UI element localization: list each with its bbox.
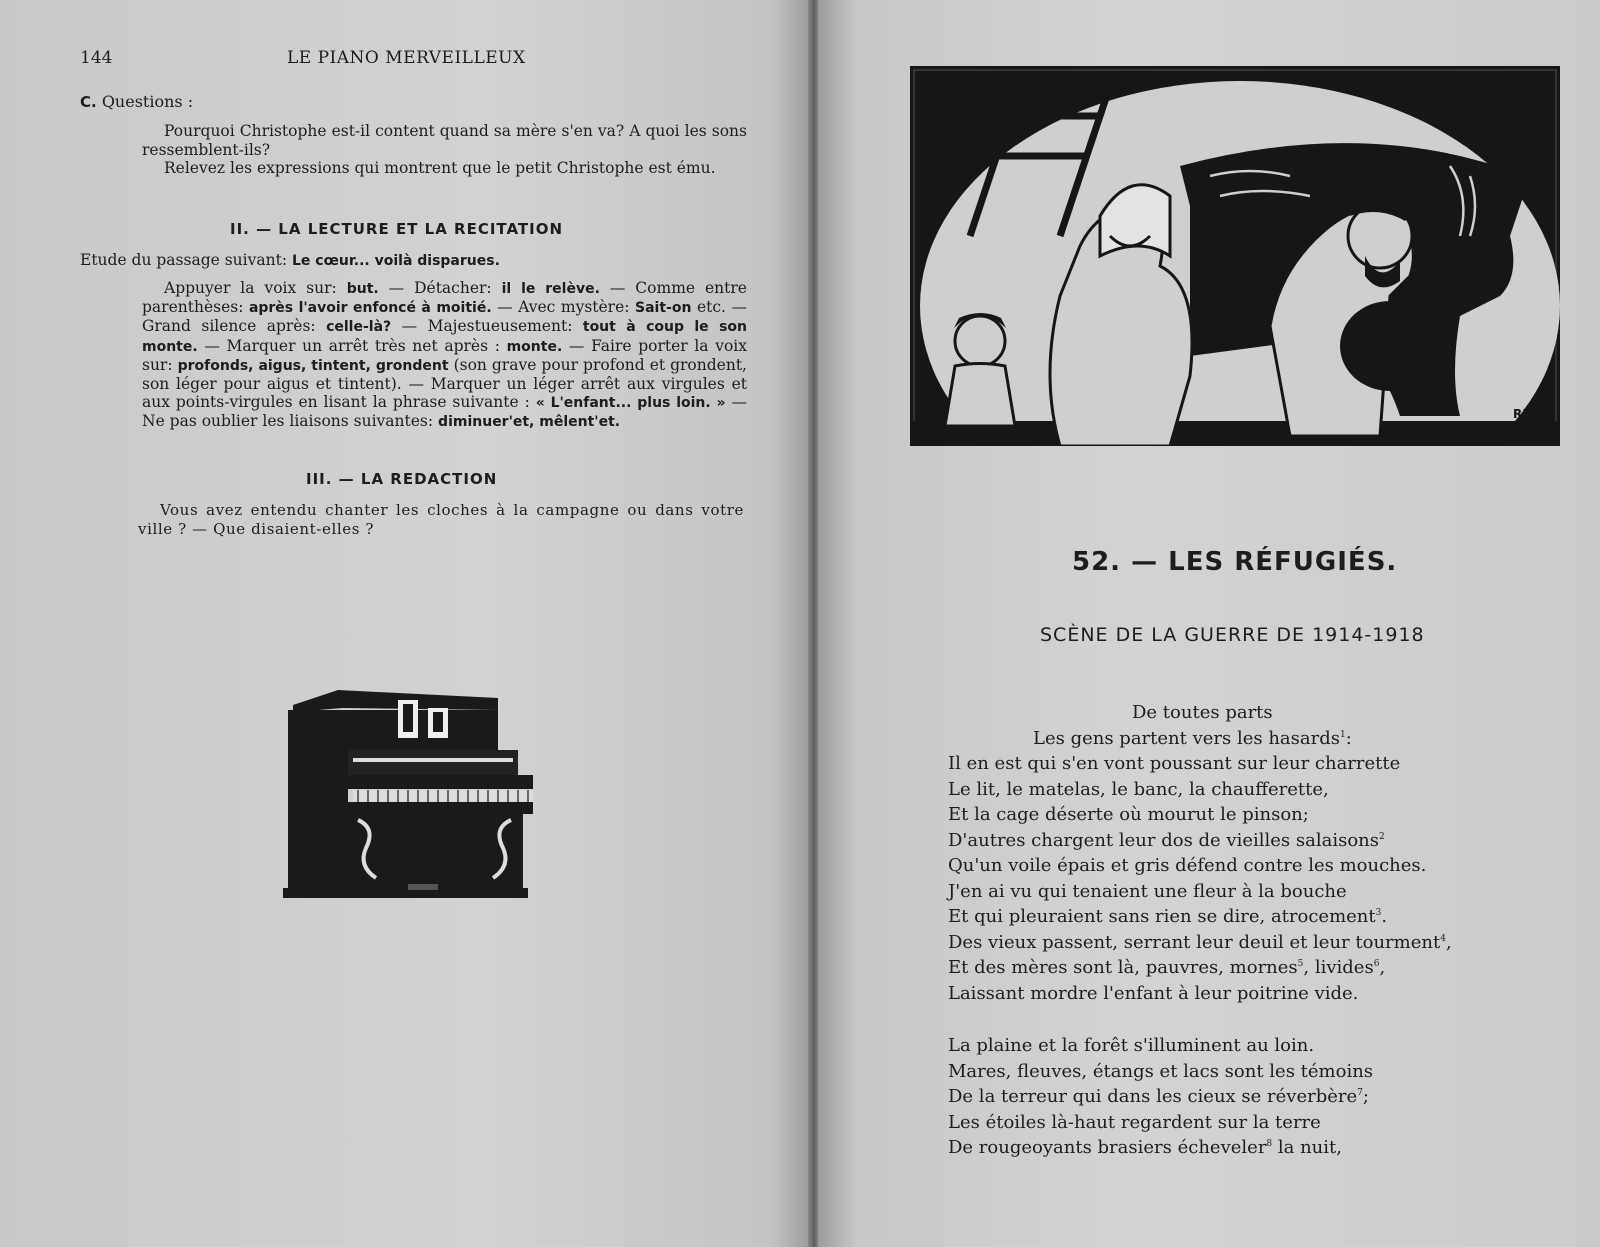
poem-line: Et des mères sont là, pauvres, mornes$^5$, livides$^6$, [948,957,1386,978]
footnote-marker: 3 [1375,908,1382,918]
stanza-break [948,1006,1452,1033]
s2-bold-8: profonds, aigus, tintent, grondent [177,357,449,374]
right-page [818,0,1600,1247]
chapter-subtitle: SCÈNE DE LA GUERRE DE 1914-1918 [1040,624,1425,646]
s2-bold-1: but. [346,281,379,297]
poem [948,700,1452,1161]
s2-text-2: — Détacher: [388,279,492,297]
poem-line: Il en est qui s'en vont poussant sur leur charrette [948,753,1401,774]
question-2: Relevez les expressions qui montrent que le petit Christophe est ému. [164,159,716,177]
poem-line: Et la cage déserte où mourut le pinson; [948,804,1309,825]
poem-line: Mares, fleuves, étangs et lacs sont les témoins [948,1060,1374,1082]
section3-text: Vous avez entendu chanter les cloches à la campagne ou dans votre ville ? — Que disaient-elles ? [138,501,744,538]
footnote-marker: 6 [1373,959,1380,969]
poem-line: Les gens partent vers les hasards$^1$: [1033,727,1352,749]
poem-line: Des vieux passent, serrant leur deuil et leur tourment$^4$, [948,931,1452,953]
s2-text-8: — Faire porter la voix sur: [142,336,747,374]
s2-bold-7: monte. [506,338,563,355]
question-1: Pourquoi Christophe est-il content quand sa mère s'en va? A quoi les sons ressemblent-ils? [142,122,747,159]
s2-bold-5: celle-là? [326,319,392,336]
s2-text-1: Appuyer la voix sur: [164,279,337,297]
poem-line: Le lit, le matelas, le banc, la chaufferette, [948,778,1329,800]
footnote-marker: 1 [1340,729,1346,740]
s2-text-9: (son grave pour profond et grondent, son léger pour aigus et tintent). — Marquer un léger arrêt aux virgules et aux points-virgules en lisant la phrase suivante : [142,355,747,412]
s2-bold-10: diminuer'et, mêlent'et. [438,414,621,431]
section2-body [142,279,747,432]
s2-bold-3: après l'avoir enfoncé à moitié. [248,300,492,317]
questions-title: Questions : [101,92,194,111]
s2-bold-4: Sait-on [635,300,692,317]
illustration-signature: RB [1513,407,1532,421]
s2-text-10: — Ne pas oublier les liaisons suivantes: [142,393,747,431]
footnote-marker: 8 [1266,1139,1273,1149]
section2-intro [80,251,500,269]
footnote-marker: 5 [1297,959,1304,969]
s2-bold-2: il le relève. [501,281,600,297]
s2-text-6: — Majestueusement: [401,317,573,336]
footnote-marker: 7 [1357,1088,1363,1098]
poem-line: De rougeoyants brasiers écheveler$^8$ la nuit, [948,1137,1342,1158]
section3-title: III. — LA REDACTION [306,470,498,488]
section2-intro-text: Etude du passage suivant: [80,251,288,269]
poem-line: Et qui pleuraient sans rien se dire, atrocement$^3$. [948,906,1388,927]
questions-text [142,122,747,178]
poem-line: La plaine et la forêt s'illuminent au loin. [948,1035,1315,1056]
poem-line: De toutes parts [1132,702,1273,723]
footnote-marker: 4 [1440,933,1446,944]
s2-text-4: — Avec mystère: [497,298,630,317]
s2-bold-6: tout à coup le son monte. [142,319,747,355]
page-number: 144 [80,48,113,68]
s2-text-5: etc. — Grand silence après: [142,298,747,336]
running-head: LE PIANO MERVEILLEUX [287,48,526,68]
s2-text-7: — Marquer un arrêt très net après : [204,336,500,355]
piano-illustration [283,690,543,915]
refugees-illustration [910,66,1560,446]
poem-line: Qu'un voile épais et gris défend contre les mouches. [948,855,1427,876]
poem-line: Les étoiles là-haut regardent sur la terre [948,1111,1321,1133]
chapter-title: 52. — LES RÉFUGIÉS. [1072,547,1398,577]
footnote-marker: 2 [1379,831,1385,842]
section2-title: II. — LA LECTURE ET LA RECITATION [230,220,564,238]
poem-line: J'en ai vu qui tenaient une fleur à la bouche [948,880,1347,902]
section2-intro-passage: Le cœur... voilà disparues. [291,253,500,269]
poem-line: De la terreur qui dans les cieux se réverbère$^7$; [948,1086,1369,1107]
poem-line: Laissant mordre l'enfant à leur poitrine vide. [948,982,1359,1004]
s2-bold-9: « L'enfant... plus loin. » [535,395,726,412]
s2-text-3: — Comme entre parenthèses: [142,279,747,317]
questions-heading [80,92,193,111]
questions-label: C. [80,93,97,111]
poem-line: D'autres chargent leur dos de vieilles salaisons$^2$ [948,829,1385,851]
